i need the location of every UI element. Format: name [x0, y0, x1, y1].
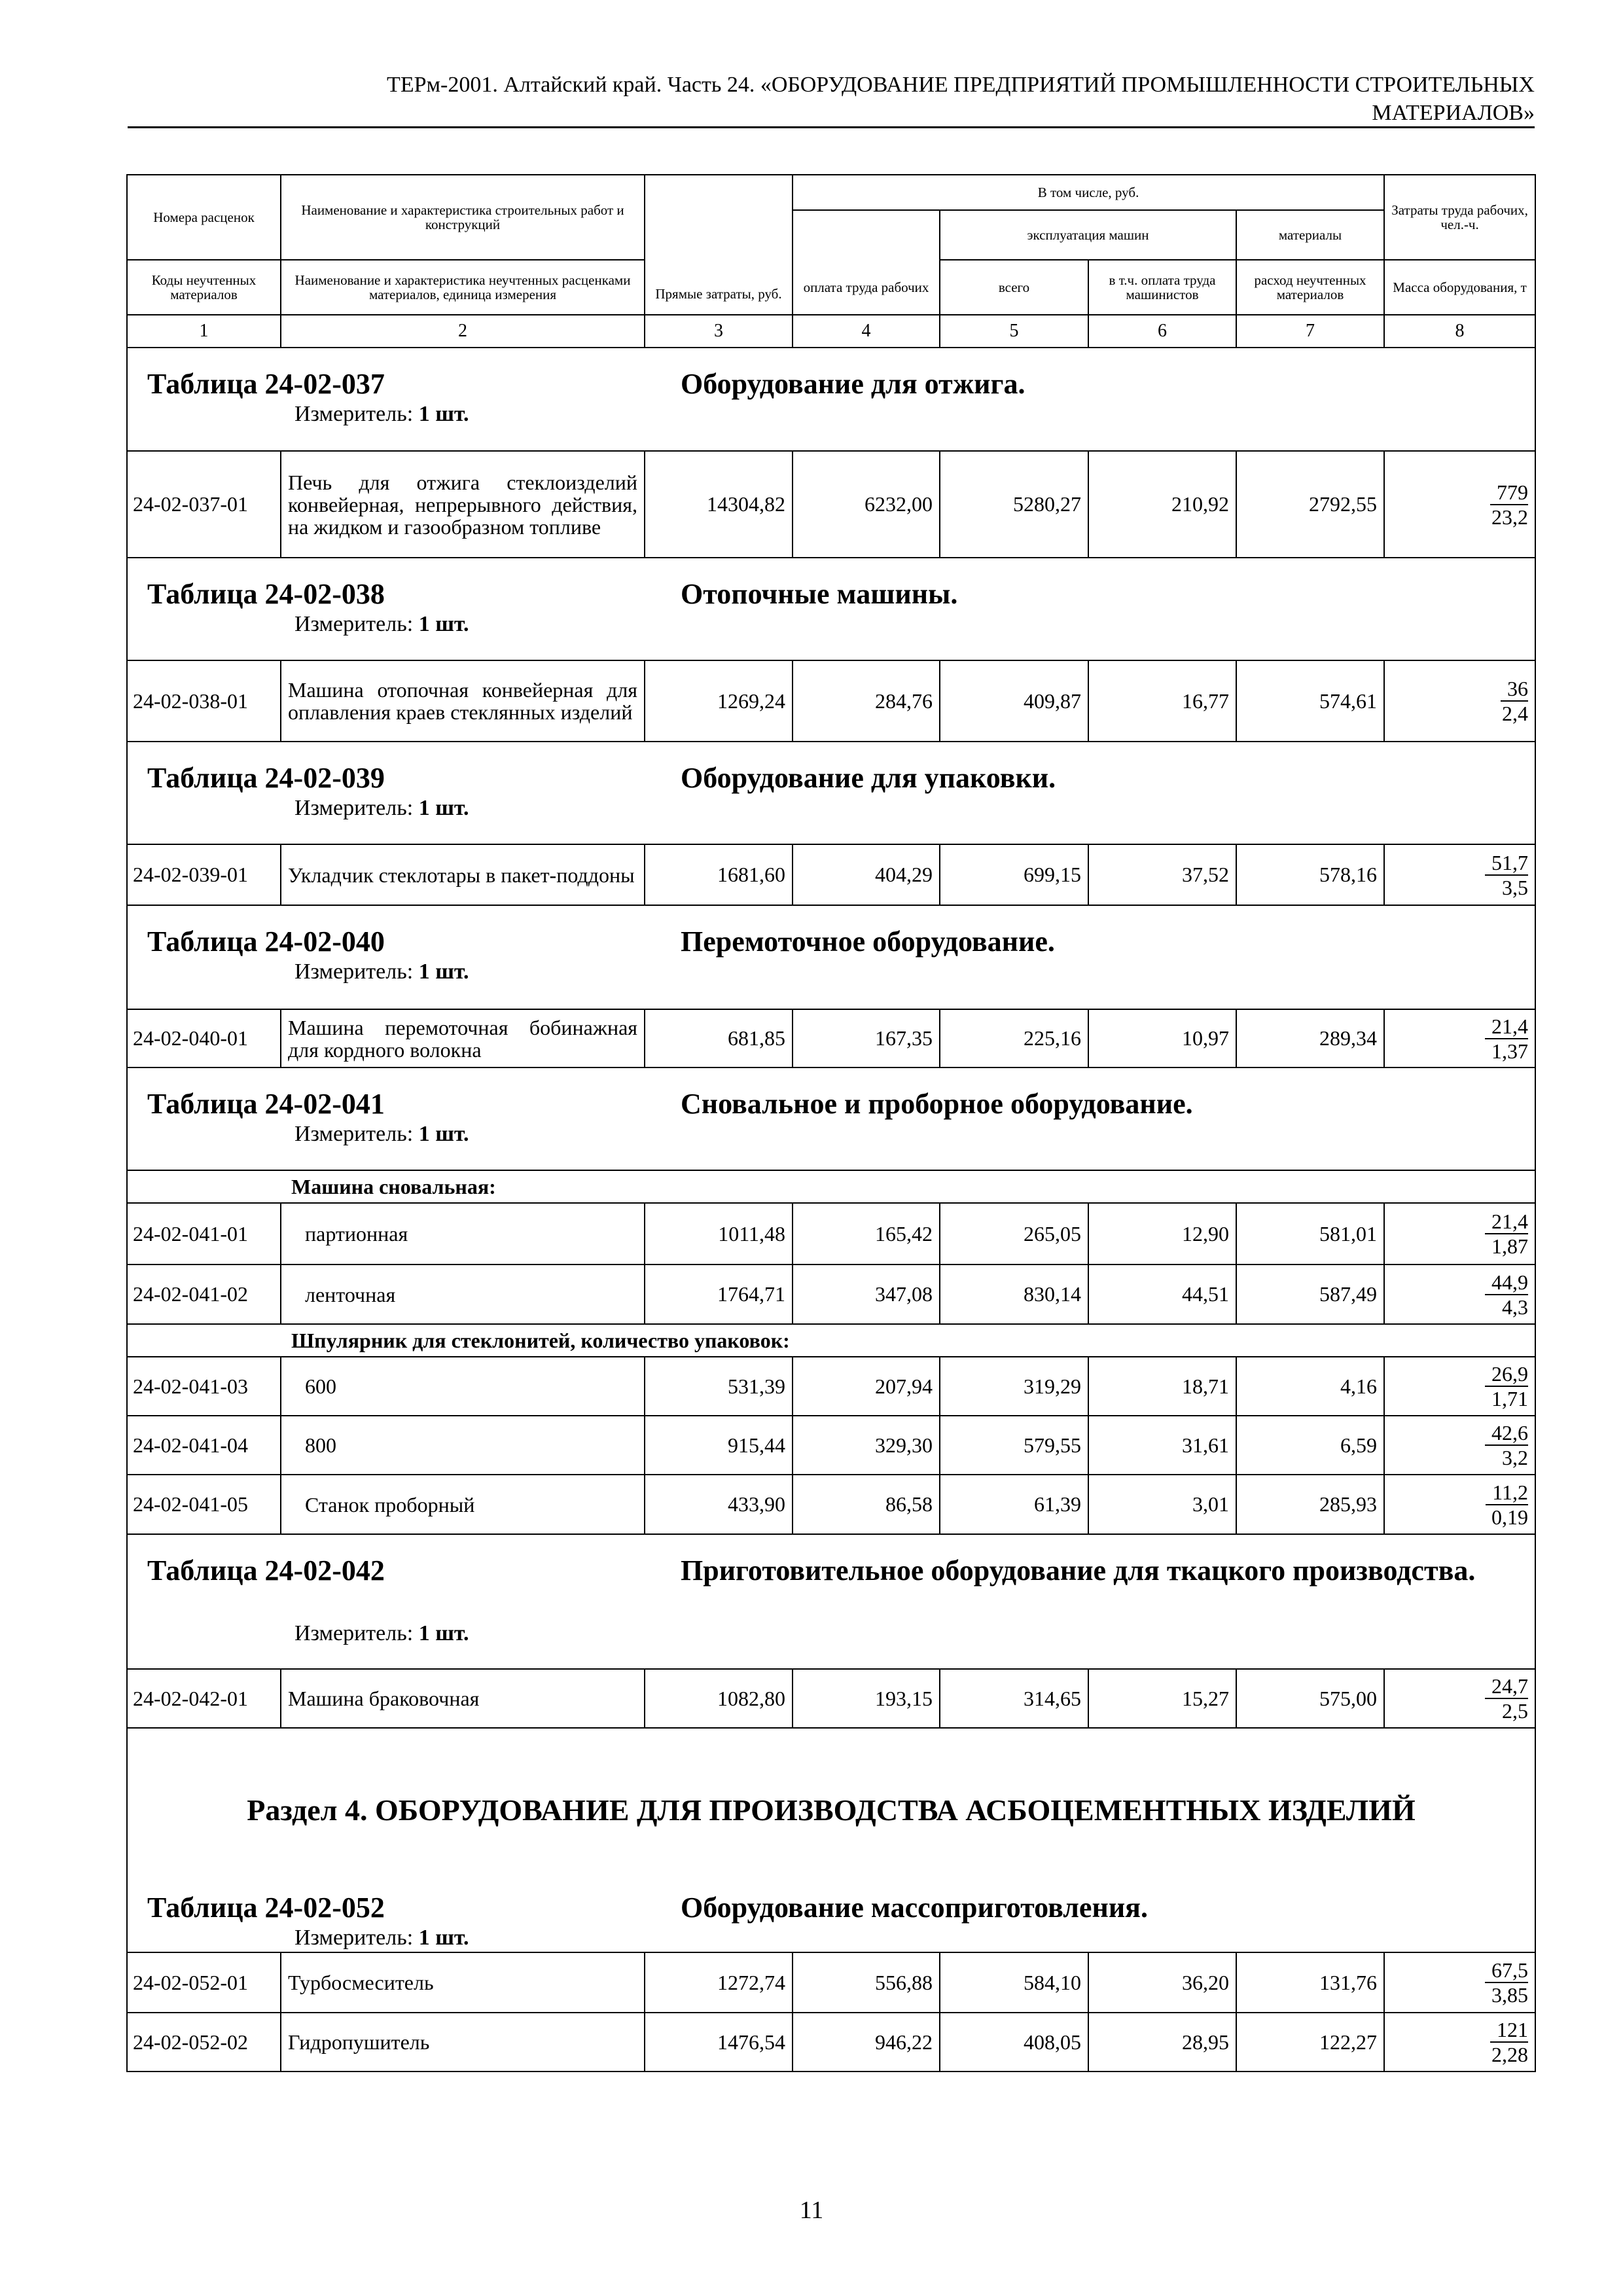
machinists-pay: 16,77	[1088, 660, 1236, 742]
rate-code: 24-02-041-01	[127, 1203, 281, 1265]
hdr-unaccounted-consumption: расход неучтенных материалов	[1236, 260, 1384, 315]
rate-code: 24-02-038-01	[127, 660, 281, 742]
machine-total: 830,14	[940, 1265, 1088, 1324]
machinists-pay: 37,52	[1088, 844, 1236, 905]
workers-pay: 167,35	[793, 1009, 940, 1067]
table-row	[127, 660, 1535, 742]
table-id: Таблица 24-02-039	[147, 762, 385, 794]
column-numbers-row	[127, 315, 1535, 348]
workers-pay: 946,22	[793, 2013, 940, 2072]
hdr-unaccounted-names: Наименование и характеристика неучтенных расценками материалов, единица измерения	[281, 260, 645, 315]
table-title: Сновальное и проборное оборудование.	[681, 1088, 1193, 1120]
workers-pay: 193,15	[793, 1669, 940, 1728]
group-label: Шпулярник для стеклонитей, количество упаковок:	[127, 1324, 1535, 1357]
mass: 3,5	[1502, 875, 1529, 899]
hdr-materials: материалы	[1236, 210, 1384, 260]
labor-mass	[1384, 2013, 1535, 2072]
col-number: 3	[645, 315, 793, 348]
labor-mass	[1384, 1952, 1535, 2013]
materials: 122,27	[1236, 2013, 1384, 2072]
machine-total: 699,15	[940, 844, 1088, 905]
labor-mass	[1384, 1357, 1535, 1416]
machine-total: 265,05	[940, 1203, 1088, 1265]
header-rule	[128, 126, 1535, 128]
rate-name: Машина браковочная	[281, 1669, 645, 1728]
machinists-pay: 36,20	[1088, 1952, 1236, 2013]
labor: 36	[1501, 677, 1528, 702]
table-title-block	[127, 1534, 1535, 1669]
table-row	[127, 1203, 1535, 1265]
table-row	[127, 844, 1535, 905]
materials: 289,34	[1236, 1009, 1384, 1067]
mass: 2,5	[1502, 1699, 1529, 1723]
materials: 574,61	[1236, 660, 1384, 742]
table-title: Оборудование массоприготовления.	[681, 1892, 1148, 1924]
measure-unit: Измеритель: 1 шт.	[294, 402, 469, 426]
machinists-pay: 12,90	[1088, 1203, 1236, 1265]
table-row	[127, 1265, 1535, 1324]
table-title-block	[127, 348, 1535, 451]
col-number: 6	[1088, 315, 1236, 348]
rate-code: 24-02-042-01	[127, 1669, 281, 1728]
mass: 23,2	[1491, 505, 1529, 529]
machine-total: 409,87	[940, 660, 1088, 742]
table-title-block	[127, 1892, 1535, 1952]
materials: 131,76	[1236, 1952, 1384, 2013]
mass: 1,71	[1491, 1387, 1529, 1410]
direct-costs: 1476,54	[645, 2013, 793, 2072]
table-title-block	[127, 558, 1535, 660]
direct-costs: 14304,82	[645, 451, 793, 558]
labor: 779	[1490, 480, 1528, 505]
col-number: 1	[127, 315, 281, 348]
machinists-pay: 10,97	[1088, 1009, 1236, 1067]
materials: 2792,55	[1236, 451, 1384, 558]
labor: 67,5	[1485, 1958, 1528, 1983]
direct-costs: 1764,71	[645, 1265, 793, 1324]
labor: 121	[1490, 2018, 1528, 2043]
table-title-block	[127, 1067, 1535, 1170]
col-number: 7	[1236, 315, 1384, 348]
labor-mass	[1384, 844, 1535, 905]
hdr-direct-costs: Прямые затраты, руб.	[645, 175, 793, 315]
rate-code: 24-02-052-02	[127, 2013, 281, 2072]
materials: 4,16	[1236, 1357, 1384, 1416]
measure-unit: Измеритель: 1 шт.	[294, 1122, 469, 1146]
section-heading: Раздел 4. ОБОРУДОВАНИЕ ДЛЯ ПРОИЗВОДСТВА АСБОЦЕМЕНТНЫХ ИЗДЕЛИЙ	[127, 1728, 1535, 1892]
labor-mass	[1384, 1265, 1535, 1324]
machinists-pay: 18,71	[1088, 1357, 1236, 1416]
table-row	[127, 2013, 1535, 2072]
workers-pay: 284,76	[793, 660, 940, 742]
labor-mass	[1384, 1475, 1535, 1534]
workers-pay: 6232,00	[793, 451, 940, 558]
direct-costs: 1272,74	[645, 1952, 793, 2013]
table-title: Отопочные машины.	[681, 578, 958, 610]
machinists-pay: 15,27	[1088, 1669, 1236, 1728]
rate-code: 24-02-041-04	[127, 1416, 281, 1475]
rate-code: 24-02-039-01	[127, 844, 281, 905]
table-row	[127, 1669, 1535, 1728]
rate-name: Печь для отжига стеклоизделий конвейерная, непрерывного действия, на жидком и газообразном топливе	[281, 451, 645, 558]
direct-costs: 433,90	[645, 1475, 793, 1534]
workers-pay: 556,88	[793, 1952, 940, 2013]
direct-costs: 1011,48	[645, 1203, 793, 1265]
machine-total: 408,05	[940, 2013, 1088, 2072]
rate-code: 24-02-041-02	[127, 1265, 281, 1324]
rate-code: 24-02-037-01	[127, 451, 281, 558]
direct-costs: 915,44	[645, 1416, 793, 1475]
mass: 4,3	[1502, 1295, 1529, 1319]
table-id: Таблица 24-02-052	[147, 1892, 385, 1924]
workers-pay: 86,58	[793, 1475, 940, 1534]
rate-name: Станок проборный	[281, 1475, 645, 1534]
machinists-pay: 44,51	[1088, 1265, 1236, 1324]
machinists-pay: 3,01	[1088, 1475, 1236, 1534]
labor-mass	[1384, 1669, 1535, 1728]
measure-unit: Измеритель: 1 шт.	[294, 1621, 469, 1645]
labor-mass	[1384, 1416, 1535, 1475]
materials: 6,59	[1236, 1416, 1384, 1475]
workers-pay: 165,42	[793, 1203, 940, 1265]
machine-total: 579,55	[940, 1416, 1088, 1475]
labor-mass	[1384, 660, 1535, 742]
machinists-pay: 31,61	[1088, 1416, 1236, 1475]
hdr-work-name: Наименование и характеристика строительных работ и конструкций	[281, 175, 645, 260]
hdr-in-total: В том числе, руб.	[793, 175, 1384, 210]
labor-mass	[1384, 1009, 1535, 1067]
measure-unit: Измеритель: 1 шт.	[294, 960, 469, 984]
workers-pay: 347,08	[793, 1265, 940, 1324]
machinists-pay: 210,92	[1088, 451, 1236, 558]
machine-total: 225,16	[940, 1009, 1088, 1067]
rate-code: 24-02-052-01	[127, 1952, 281, 2013]
table-id: Таблица 24-02-040	[147, 925, 385, 958]
measure-unit: Измеритель: 1 шт.	[294, 1926, 469, 1950]
rate-code: 24-02-040-01	[127, 1009, 281, 1067]
materials: 587,49	[1236, 1265, 1384, 1324]
materials: 581,01	[1236, 1203, 1384, 1265]
group-label: Машина сновальная:	[127, 1170, 1535, 1203]
labor: 42,6	[1485, 1421, 1528, 1446]
header-line-2: МАТЕРИАЛОВ»	[1372, 101, 1535, 125]
labor: 21,4	[1485, 1210, 1528, 1234]
hdr-rate-numbers: Номера расценок	[127, 175, 281, 260]
labor: 11,2	[1486, 1480, 1528, 1505]
labor: 24,7	[1485, 1674, 1528, 1699]
direct-costs: 681,85	[645, 1009, 793, 1067]
table-row	[127, 1009, 1535, 1067]
labor: 21,4	[1485, 1014, 1528, 1039]
labor: 51,7	[1485, 851, 1528, 876]
table-title-block	[127, 742, 1535, 844]
col-number: 5	[940, 315, 1088, 348]
workers-pay: 207,94	[793, 1357, 940, 1416]
measure-unit: Измеритель: 1 шт.	[294, 796, 469, 820]
rates-table	[126, 174, 1536, 2072]
labor-mass	[1384, 1203, 1535, 1265]
col-number: 8	[1384, 315, 1535, 348]
rate-name: партионная	[281, 1203, 645, 1265]
table-row	[127, 451, 1535, 558]
direct-costs: 1681,60	[645, 844, 793, 905]
rate-name: 600	[281, 1357, 645, 1416]
rate-name: Укладчик стеклотары в пакет-поддоны	[281, 844, 645, 905]
workers-pay: 404,29	[793, 844, 940, 905]
col-number: 2	[281, 315, 645, 348]
hdr-total: всего	[940, 260, 1088, 315]
table-title: Приготовительное оборудование для ткацкого производства.	[681, 1554, 1476, 1587]
rate-name: Машина перемоточная бобинажная для кордного волокна	[281, 1009, 645, 1067]
table-id: Таблица 24-02-038	[147, 578, 385, 610]
table-row	[127, 1416, 1535, 1475]
hdr-workers-pay: оплата труда рабочих	[793, 260, 940, 315]
table-id: Таблица 24-02-042	[147, 1554, 385, 1587]
machine-total: 584,10	[940, 1952, 1088, 2013]
table-title: Оборудование для отжига.	[681, 368, 1026, 400]
direct-costs: 1082,80	[645, 1669, 793, 1728]
machine-total: 5280,27	[940, 451, 1088, 558]
table-row	[127, 1952, 1535, 2013]
rate-name: Гидропушитель	[281, 2013, 645, 2072]
hdr-equipment-mass: Масса оборудования, т	[1384, 260, 1535, 315]
table-id: Таблица 24-02-041	[147, 1088, 385, 1120]
rate-name: Машина отопочная конвейерная для оплавления краев стеклянных изделий	[281, 660, 645, 742]
mass: 1,87	[1491, 1234, 1529, 1258]
measure-unit: Измеритель: 1 шт.	[294, 612, 469, 636]
hdr-machine-operation: эксплуатация машин	[940, 210, 1236, 260]
mass: 1,37	[1491, 1039, 1529, 1063]
table-title: Оборудование для упаковки.	[681, 762, 1056, 794]
page-number: 11	[799, 2197, 824, 2224]
mass: 2,4	[1502, 702, 1529, 725]
table-title-block	[127, 905, 1535, 1009]
table-title: Перемоточное оборудование.	[681, 925, 1055, 958]
rate-name: 800	[281, 1416, 645, 1475]
hdr-blank	[793, 210, 940, 260]
col-number: 4	[793, 315, 940, 348]
mass: 3,85	[1491, 1983, 1529, 2007]
machine-total: 314,65	[940, 1669, 1088, 1728]
workers-pay: 329,30	[793, 1416, 940, 1475]
direct-costs: 531,39	[645, 1357, 793, 1416]
hdr-unaccounted-codes: Коды неучтенных материалов	[127, 260, 281, 315]
table-row	[127, 1475, 1535, 1534]
header-line-1: ТЕРм-2001. Алтайский край. Часть 24. «ОБОРУДОВАНИЕ ПРЕДПРИЯТИЙ ПРОМЫШЛЕННОСТИ СТРОИТЕЛЬНЫХ	[387, 73, 1535, 97]
materials: 575,00	[1236, 1669, 1384, 1728]
mass: 3,2	[1502, 1446, 1529, 1469]
machine-total: 61,39	[940, 1475, 1088, 1534]
mass: 0,19	[1491, 1505, 1529, 1529]
hdr-labor: Затраты труда рабочих, чел.-ч.	[1384, 175, 1535, 260]
page-header	[128, 71, 1535, 127]
materials: 285,93	[1236, 1475, 1384, 1534]
machine-total: 319,29	[940, 1357, 1088, 1416]
rate-code: 24-02-041-05	[127, 1475, 281, 1534]
direct-costs: 1269,24	[645, 660, 793, 742]
table-id: Таблица 24-02-037	[147, 368, 385, 400]
materials: 578,16	[1236, 844, 1384, 905]
table-row	[127, 1357, 1535, 1416]
rate-name: Турбосмеситель	[281, 1952, 645, 2013]
labor: 26,9	[1485, 1362, 1528, 1387]
machinists-pay: 28,95	[1088, 2013, 1236, 2072]
labor: 44,9	[1485, 1270, 1528, 1295]
labor-mass	[1384, 451, 1535, 558]
hdr-machinists-pay: в т.ч. оплата труда машинистов	[1088, 260, 1236, 315]
mass: 2,28	[1491, 2043, 1529, 2066]
rate-code: 24-02-041-03	[127, 1357, 281, 1416]
rate-name: ленточная	[281, 1265, 645, 1324]
